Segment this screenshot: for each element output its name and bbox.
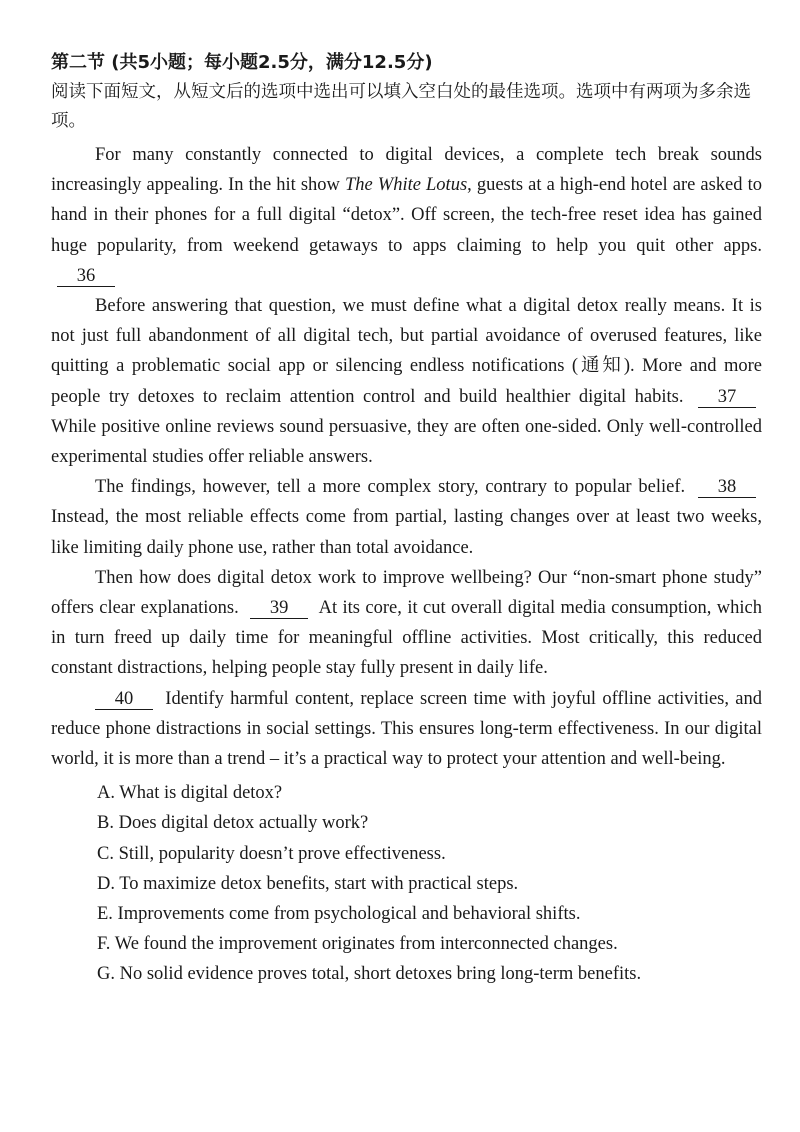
paragraph-1-text-b: , guests at a high-end hotel are asked to hand in their phones for a full digital “detox”. Off screen, the tech-free reset idea has gained huge popularity, from weekend getaways to apps claiming to help you quit other apps. (51, 175, 762, 256)
passage-paragraph-3 (51, 472, 762, 563)
passage-paragraph-1 (51, 140, 762, 291)
section-instructions: 阅读下面短文，从短文后的选项中选出可以填入空白处的最佳选项。选项中有两项为多余选项。 (51, 82, 751, 131)
answer-options (51, 778, 762, 989)
blank-36: 36 (57, 266, 115, 287)
option-f: F. We found the improvement originates from interconnected changes. (97, 934, 618, 955)
paragraph-2-text-a: Before answering that question, we must define what a digital detox really means. It is not just full abandonment of all digital tech, but partial avoidance of overused features, like quitting a problematic social app or silencing endless notifications (通知). More and more people try detoxes to reclaim attention control and build healthier digital habits. (51, 296, 762, 407)
paragraph-5-text: Identify harmful content, replace screen time with joyful offline activities, and reduce phone distractions in social settings. This ensures long-term effectiveness. In our digital world, it is more than a trend – it’s a practical way to protect your attention and well-being. (51, 688, 762, 770)
passage-paragraph-5 (51, 684, 762, 775)
option-b: B. Does digital detox actually work? (97, 813, 369, 834)
blank-39: 39 (250, 598, 308, 619)
paragraph-1-text-a: For many constantly connected to digital devices, a complete tech break sounds increasingly appealing. In the hit show (51, 145, 762, 196)
option-g: G. No solid evidence proves total, short detoxes bring long-term benefits. (97, 964, 642, 985)
paragraph-4-text-b: At its core, it cut overall digital media consumption, which in turn freed up daily time for meaningful offline activities. Most critically, this reduced constant distractions, helping people stay fully present in daily life. (51, 598, 763, 679)
paragraph-4-text-a: Then how does digital detox work to improve wellbeing? Our “non-smart phone study” offers clear explanations. (51, 567, 762, 619)
section-title: 第二节 (共5小题；每小题2.5分，满分12.5分) (51, 52, 433, 73)
reading-passage (51, 140, 762, 774)
paragraph-2-text-b: While positive online reviews sound persuasive, they are often one-sided. Only well-controlled experimental studies offer reliable answers. (51, 416, 762, 468)
option-a: A. What is digital detox? (97, 783, 283, 804)
paragraph-3-text-a: The findings, however, tell a more complex story, contrary to popular belief. (95, 477, 686, 498)
passage-paragraph-2 (51, 291, 762, 472)
paragraph-3-text-b: Instead, the most reliable effects come from partial, lasting changes over at least two weeks, like limiting daily phone use, rather than total avoidance. (51, 507, 762, 558)
option-c: C. Still, popularity doesn’t prove effectiveness. (97, 843, 446, 864)
blank-38: 38 (698, 477, 756, 498)
show-title: The White Lotus (344, 175, 468, 196)
option-d: D. To maximize detox benefits, start with practical steps. (97, 873, 519, 894)
blank-40: 40 (95, 689, 153, 710)
passage-paragraph-4 (51, 563, 762, 684)
option-e: E. Improvements come from psychological and behavioral shifts. (97, 904, 581, 925)
blank-37: 37 (698, 387, 756, 408)
